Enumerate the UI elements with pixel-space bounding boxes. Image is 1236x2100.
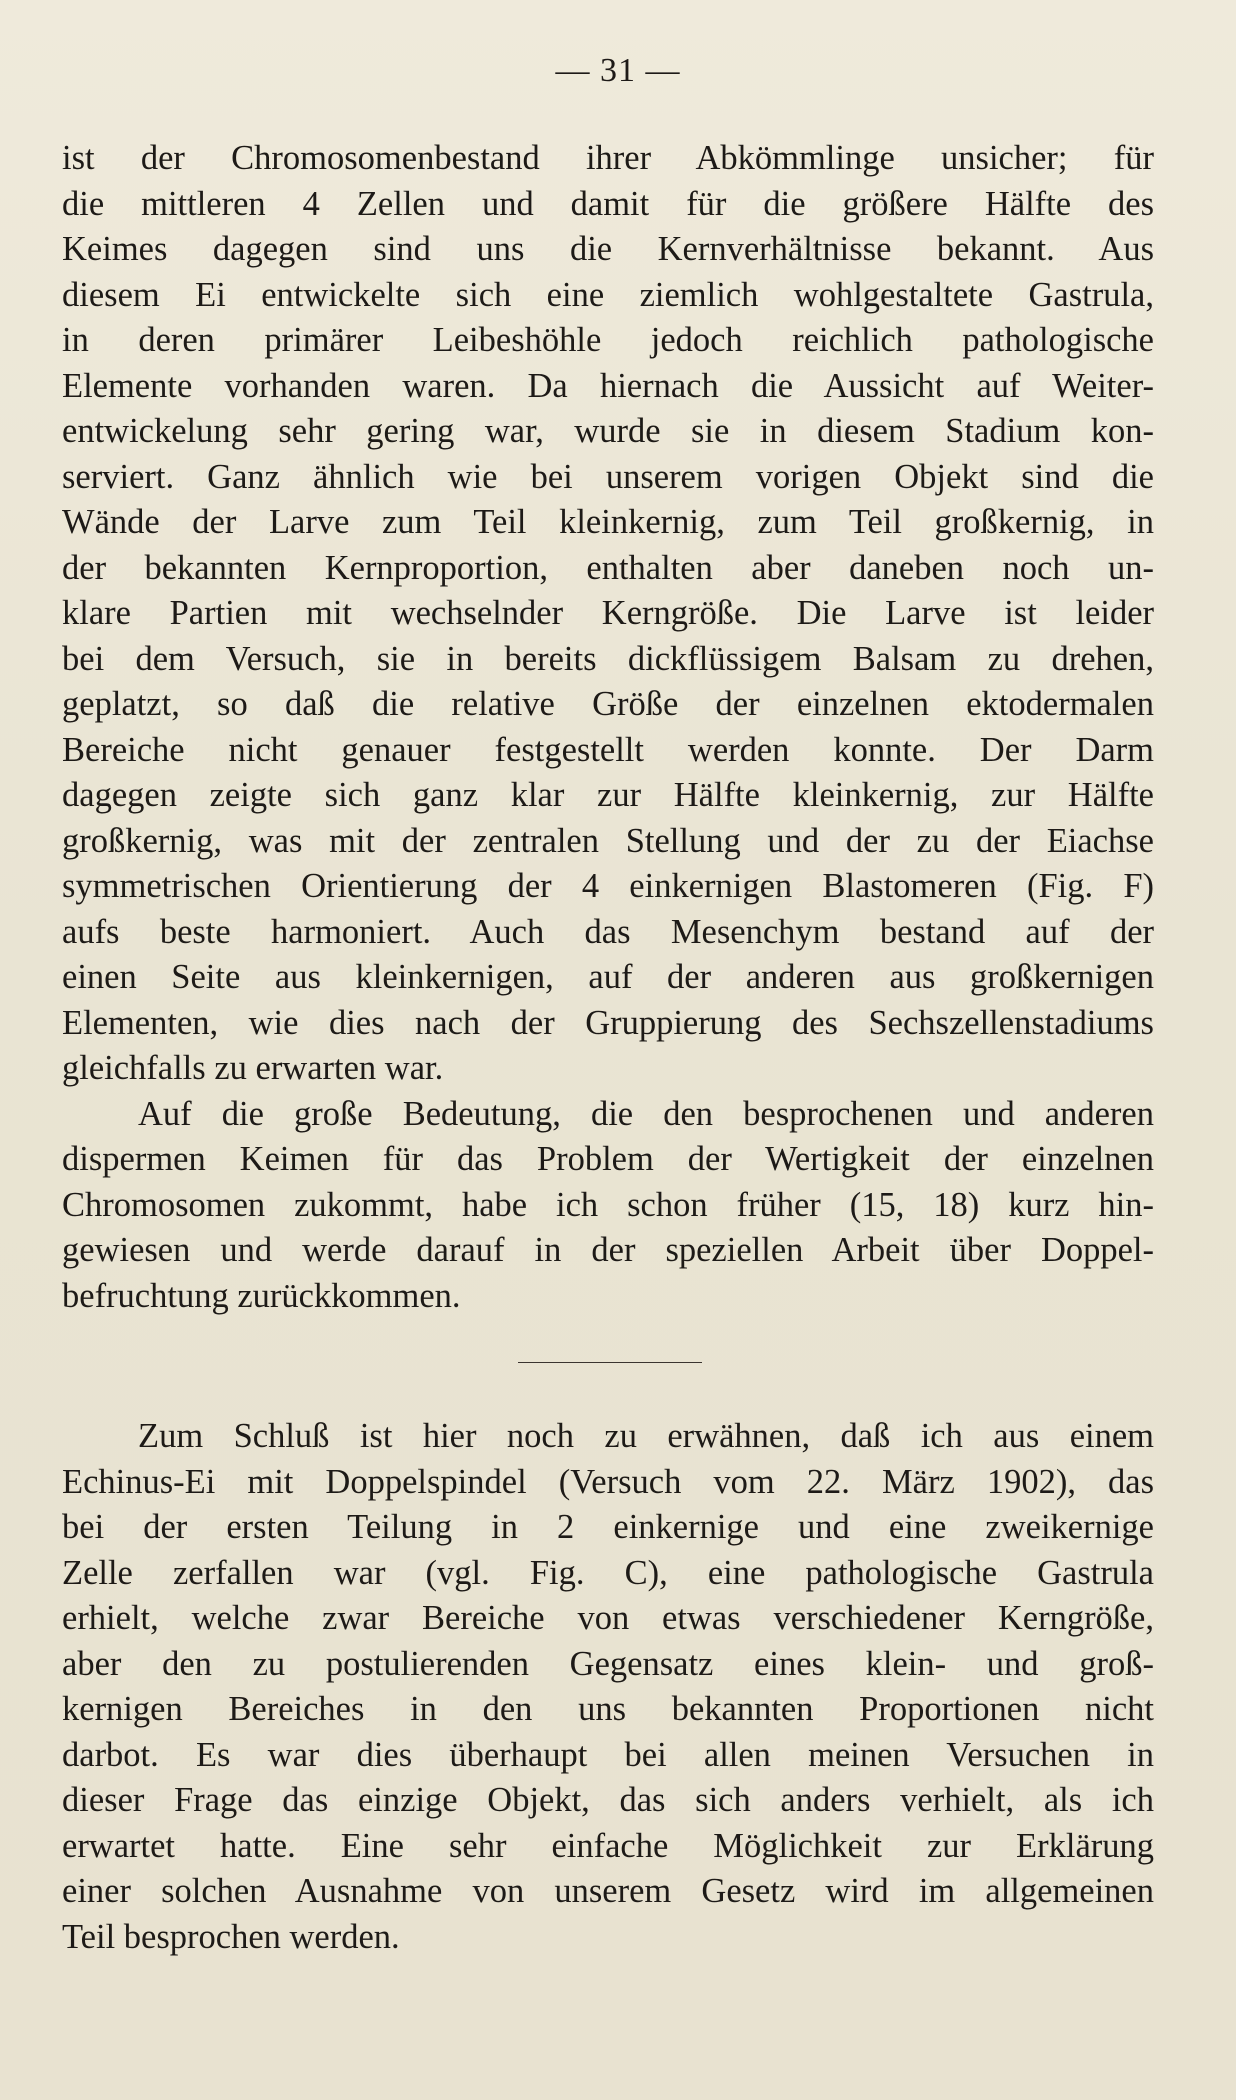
text-line: Wände der Larve zum Teil kleinkernig, zum Teil großkernig, in <box>62 503 1154 541</box>
paragraph-continuation <box>62 136 1154 1092</box>
upper-text-block <box>62 136 1154 1319</box>
text-line: Auf die große Bedeutung, die den besprochenen und anderen <box>138 1094 1154 1133</box>
text-line: Teil besprochen werden. <box>62 1917 400 1956</box>
text-line: Zum Schluß ist hier noch zu erwähnen, daß ich aus einem <box>138 1417 1154 1455</box>
text-line: Echinus-Ei mit Doppelspindel (Versuch vom 22. März 1902), das <box>62 1462 1154 1501</box>
text-line: diesem Ei entwickelte sich eine ziemlich wohlgestaltete Gastrula, <box>62 275 1154 314</box>
section-separator-rule <box>518 1362 702 1363</box>
text-line: aufs beste harmoniert. Auch das Mesenchym bestand auf der <box>62 912 1154 951</box>
text-line: serviert. Ganz ähnlich wie bei unserem vorigen Objekt sind die <box>62 457 1154 496</box>
paragraph-schluss <box>62 1414 1154 1960</box>
page-number: — 31 — <box>555 52 681 89</box>
text-line: geplatzt, so daß die relative Größe der einzelnen ektodermalen <box>62 685 1154 723</box>
text-line: einen Seite aus kleinkernigen, auf der anderen aus großkernigen <box>62 958 1154 996</box>
text-line: in deren primärer Leibeshöhle jedoch reichlich pathologische <box>62 321 1154 359</box>
text-line: symmetrischen Orientierung der 4 einkernigen Blastomeren (Fig. F) <box>62 867 1154 905</box>
text-line: Zelle zerfallen war (vgl. Fig. C), eine pathologische Gastrula <box>62 1553 1154 1592</box>
text-line: die mittleren 4 Zellen und damit für die größere Hälfte des <box>62 184 1154 223</box>
text-line: einer solchen Ausnahme von unserem Gesetz wird im allgemeinen <box>62 1872 1154 1910</box>
text-line: erwartet hatte. Eine sehr einfache Möglichkeit zur Erklärung <box>62 1826 1154 1865</box>
text-line: Chromosomen zukommt, habe ich schon früher (15, 18) kurz hin- <box>62 1185 1154 1224</box>
text-line: entwickelung sehr gering war, wurde sie in diesem Stadium kon- <box>62 412 1154 450</box>
text-line: Keimes dagegen sind uns die Kernverhältnisse bekannt. Aus <box>62 230 1154 268</box>
text-line: erhielt, welche zwar Bereiche von etwas verschiedener Kerngröße, <box>62 1599 1154 1637</box>
text-line: aber den zu postulierenden Gegensatz eines klein- und groß- <box>62 1644 1154 1683</box>
text-line: bei dem Versuch, sie in bereits dickflüssigem Balsam zu drehen, <box>62 639 1154 678</box>
text-line: dispermen Keimen für das Problem der Wertigkeit der einzelnen <box>62 1140 1154 1178</box>
text-line: dagegen zeigte sich ganz klar zur Hälfte kleinkernig, zur Hälfte <box>62 776 1154 814</box>
text-line: Bereiche nicht genauer festgestellt werden konnte. Der Darm <box>62 730 1154 769</box>
paragraph-bedeutung <box>62 1092 1154 1320</box>
text-line: darbot. Es war dies überhaupt bei allen meinen Versuchen in <box>62 1735 1154 1774</box>
text-line: Elementen, wie dies nach der Gruppierung des Sechszellenstadiums <box>62 1003 1154 1042</box>
lower-text-block <box>62 1414 1154 1960</box>
text-line: Elemente vorhanden waren. Da hiernach die Aussicht auf Weiter- <box>62 366 1154 405</box>
text-line: befruchtung zurückkommen. <box>62 1276 461 1315</box>
text-line: der bekannten Kernproportion, enthalten aber daneben noch un- <box>62 548 1154 587</box>
text-line: großkernig, was mit der zentralen Stellung und der zu der Eiachse <box>62 821 1154 860</box>
text-line: gleichfalls zu erwarten war. <box>62 1049 444 1087</box>
text-line: kernigen Bereiches in den uns bekannten Proportionen nicht <box>62 1690 1154 1728</box>
text-line: bei der ersten Teilung in 2 einkernige und eine zweikernige <box>62 1508 1154 1546</box>
text-line: klare Partien mit wechselnder Kerngröße. Die Larve ist leider <box>62 594 1154 632</box>
text-line: dieser Frage das einzige Objekt, das sich anders verhielt, als ich <box>62 1781 1154 1819</box>
text-line: ist der Chromosomenbestand ihrer Abkömmlinge unsicher; für <box>62 139 1154 177</box>
text-line: gewiesen und werde darauf in der speziellen Arbeit über Doppel- <box>62 1231 1154 1269</box>
